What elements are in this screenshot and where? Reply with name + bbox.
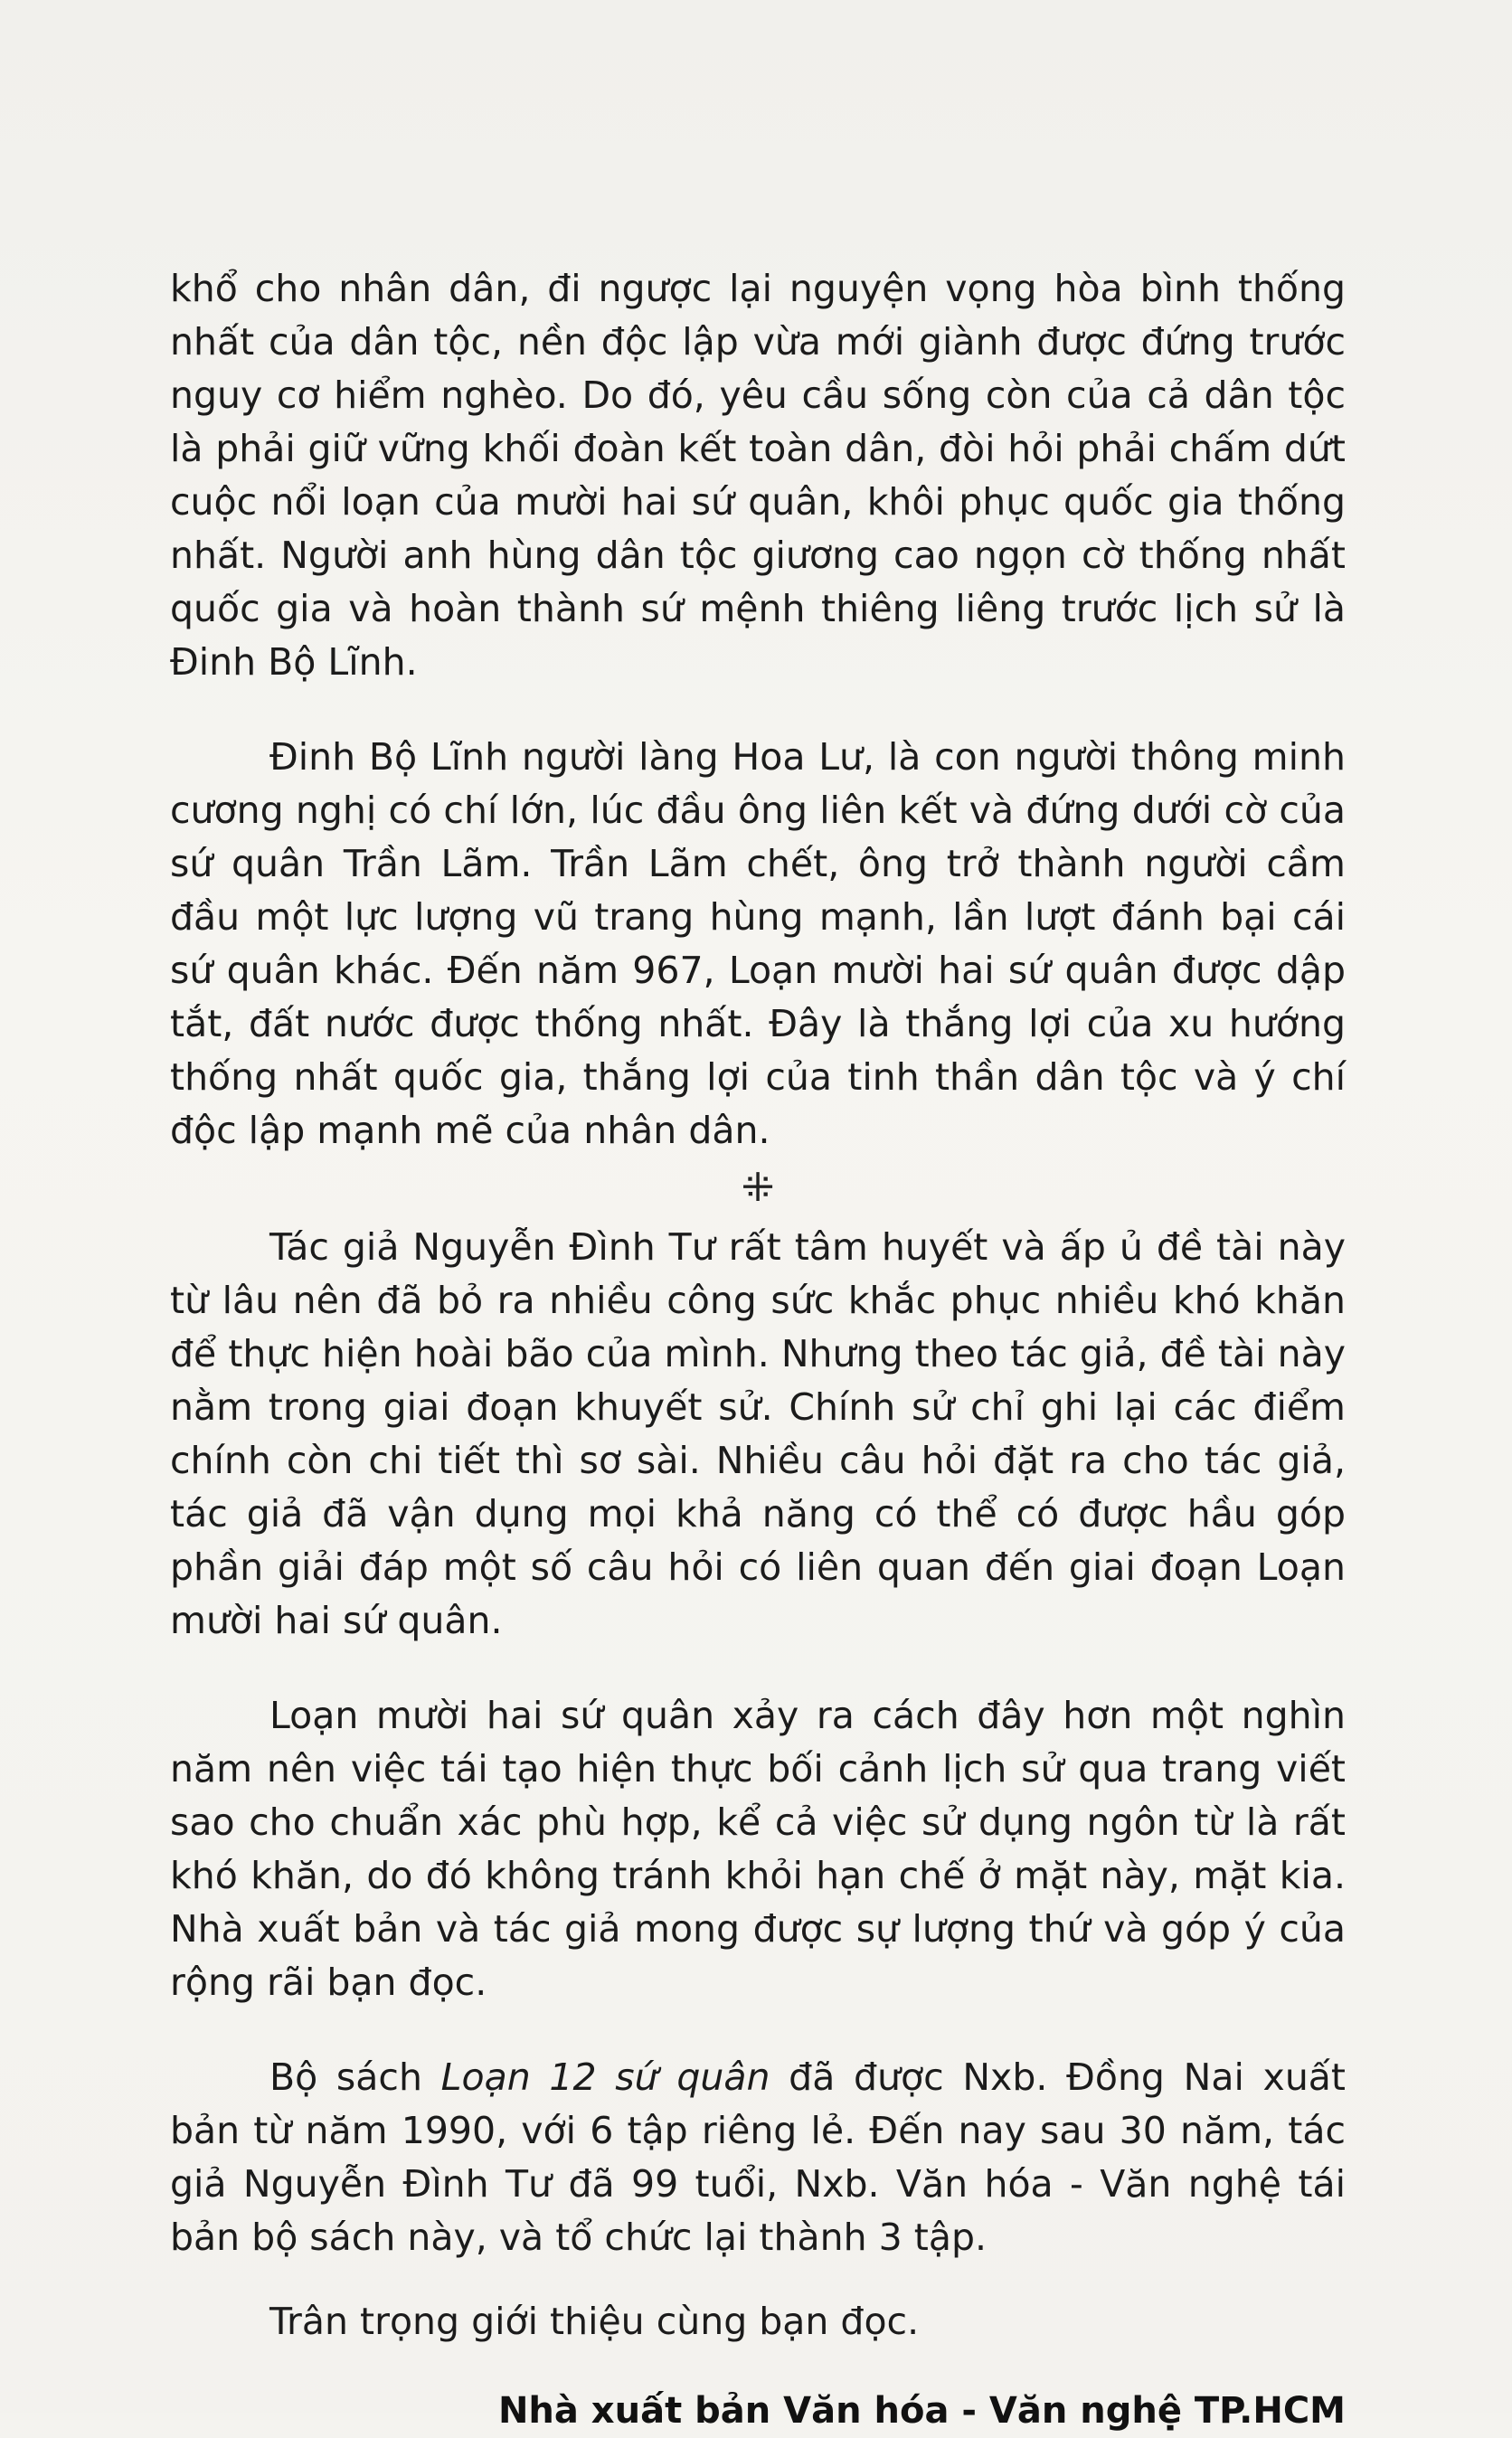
paragraph-5-after: đã được Nxb. Đồng Nai xuất bản từ năm 1990, với 6 tập riêng lẻ. Đến nay sau 30 năm, tác giả Nguyễn Đình Tư đã 99 tuổi, Nxb. Văn hóa - Văn nghệ tái bản bộ sách này, và tổ chức lại thành 3 tập.: [170, 2055, 1347, 2259]
paragraph-5-before: Bộ sách: [269, 2055, 441, 2099]
paragraph-5: [170, 2051, 1346, 2264]
paragraph-gap: [170, 689, 1346, 731]
book-title: Loạn 12 sứ quân: [440, 2055, 770, 2099]
publisher-signature: Nhà xuất bản Văn hóa - Văn nghệ TP.HCM: [497, 2390, 1346, 2432]
paragraph-gap: [170, 2009, 1346, 2051]
closing-line: Trân trọng giới thiệu cùng bạn đọc.: [269, 2300, 920, 2343]
paragraph-3: Tác giả Nguyễn Đình Tư rất tâm huyết và ấp ủ đề tài này từ lâu nên đã bỏ ra nhiều công sức khắc phục nhiều khó khăn để thực hiện hoài bão của mình. Nhưng theo tác giả, đề tài này nằm trong giai đoạn khuyết sử. Chính sử chỉ ghi lại các điểm chính còn chi tiết thì sơ sài. Nhiều câu hỏi đặt ra cho tác giả, tác giả đã vận dụng mọi khả năng có thể có được hầu góp phần giải đáp một số câu hỏi có liên quan đến giai đoạn Loạn mười hai sứ quân.: [170, 1225, 1346, 1642]
paragraph-gap: [170, 2264, 1346, 2295]
paragraph-2: Đinh Bộ Lĩnh người làng Hoa Lư, là con người thông minh cương nghị có chí lớn, lúc đầu ông liên kết và đứng dưới cờ của sứ quân Trần Lãm. Trần Lãm chết, ông trở thành người cầm đầu một lực lượng vũ trang hùng mạnh, lần lượt đánh bại cái sứ quân khác. Đến năm 967, Loạn mười hai sứ quân được dập tắt, đất nước được thống nhất. Đây là thắng lợi của xu hướng thống nhất quốc gia, thắng lợi của tinh thần dân tộc và ý chí độc lập mạnh mẽ của nhân dân.: [170, 735, 1346, 1152]
section-separator: ⁜: [741, 1165, 775, 1211]
paragraph-1: khổ cho nhân dân, đi ngược lại nguyện vọng hòa bình thống nhất của dân tộc, nền độc lập vừa mới giành được đứng trước nguy cơ hiểm nghèo. Do đó, yêu cầu sống còn của cả dân tộc là phải giữ vững khối đoàn kết toàn dân, đòi hỏi phải chấm dứt cuộc nổi loạn của mười hai sứ quân, khôi phục quốc gia thống nhất. Người anh hùng dân tộc giương cao ngọn cờ thống nhất quốc gia và hoàn thành sứ mệnh thiêng liêng trước lịch sử là Đinh Bộ Lĩnh.: [170, 267, 1346, 684]
paragraph-gap: [170, 1648, 1346, 1689]
page-text: [170, 262, 1346, 2438]
paragraph-4: Loạn mười hai sứ quân xảy ra cách đây hơn một nghìn năm nên việc tái tạo hiện thực bối cảnh lịch sử qua trang viết sao cho chuẩn xác phù hợp, kể cả việc sử dụng ngôn từ là rất khó khăn, do đó không tránh khỏi hạn chế ở mặt này, mặt kia. Nhà xuất bản và tác giả mong được sự lượng thứ và góp ý của rộng rãi bạn đọc.: [170, 1694, 1346, 2004]
